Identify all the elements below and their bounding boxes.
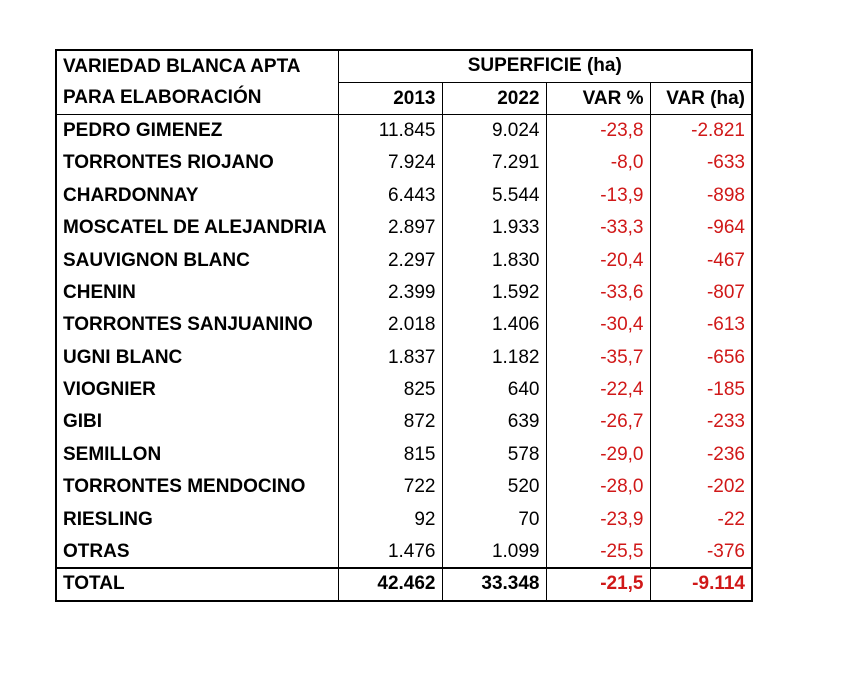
table-row	[56, 342, 752, 374]
variety-name: TORRONTES SANJUANINO	[56, 309, 338, 341]
value-2022: 640	[442, 374, 546, 406]
value-2013: 1.837	[338, 342, 442, 374]
table-row	[56, 503, 752, 535]
value-2013: 2.897	[338, 212, 442, 244]
table-row	[56, 244, 752, 276]
variety-name: TORRONTES MENDOCINO	[56, 471, 338, 503]
value-2022: 520	[442, 471, 546, 503]
value-2013: 2.399	[338, 277, 442, 309]
total-row	[56, 568, 752, 600]
header-row-2	[56, 82, 752, 114]
value-var-pct: -25,5	[546, 536, 650, 568]
value-2022: 7.291	[442, 147, 546, 179]
value-2013: 825	[338, 374, 442, 406]
table-row	[56, 212, 752, 244]
table-row	[56, 277, 752, 309]
value-2013: 11.845	[338, 115, 442, 147]
table-row	[56, 471, 752, 503]
table-row	[56, 374, 752, 406]
variety-name: UGNI BLANC	[56, 342, 338, 374]
variety-name: PEDRO GIMENEZ	[56, 115, 338, 147]
value-var-pct: -20,4	[546, 244, 650, 276]
col-header-2013: 2013	[338, 82, 442, 114]
table-row	[56, 536, 752, 568]
value-var-ha: -656	[650, 342, 752, 374]
variety-name: GIBI	[56, 406, 338, 438]
table-row	[56, 439, 752, 471]
total-var-ha: -9.114	[650, 568, 752, 600]
value-2013: 722	[338, 471, 442, 503]
value-2013: 2.018	[338, 309, 442, 341]
value-var-ha: -613	[650, 309, 752, 341]
value-var-pct: -13,9	[546, 180, 650, 212]
value-2013: 2.297	[338, 244, 442, 276]
col-header-2022: 2022	[442, 82, 546, 114]
value-var-ha: -898	[650, 180, 752, 212]
table-row	[56, 309, 752, 341]
value-var-ha: -233	[650, 406, 752, 438]
value-2013: 7.924	[338, 147, 442, 179]
value-2022: 1.406	[442, 309, 546, 341]
value-var-pct: -23,9	[546, 503, 650, 535]
table-row	[56, 180, 752, 212]
value-var-ha: -807	[650, 277, 752, 309]
superficie-table	[55, 49, 753, 602]
value-var-pct: -22,4	[546, 374, 650, 406]
variety-name: TORRONTES RIOJANO	[56, 147, 338, 179]
value-var-ha: -633	[650, 147, 752, 179]
value-2013: 1.476	[338, 536, 442, 568]
value-2022: 1.182	[442, 342, 546, 374]
variety-name: OTRAS	[56, 536, 338, 568]
total-var-pct: -21,5	[546, 568, 650, 600]
value-var-pct: -23,8	[546, 115, 650, 147]
total-label: TOTAL	[56, 568, 338, 600]
table-row	[56, 115, 752, 147]
table-header	[56, 50, 752, 115]
value-2022: 1.592	[442, 277, 546, 309]
value-var-pct: -26,7	[546, 406, 650, 438]
value-var-ha: -202	[650, 471, 752, 503]
variety-name: RIESLING	[56, 503, 338, 535]
value-2022: 578	[442, 439, 546, 471]
value-var-pct: -8,0	[546, 147, 650, 179]
variety-name: CHARDONNAY	[56, 180, 338, 212]
value-2022: 1.099	[442, 536, 546, 568]
variety-name: CHENIN	[56, 277, 338, 309]
value-var-pct: -29,0	[546, 439, 650, 471]
value-2022: 5.544	[442, 180, 546, 212]
value-2013: 6.443	[338, 180, 442, 212]
variety-name: SAUVIGNON BLANC	[56, 244, 338, 276]
superficie-group-header: SUPERFICIE (ha)	[338, 50, 752, 82]
value-2022: 1.830	[442, 244, 546, 276]
value-2013: 92	[338, 503, 442, 535]
value-var-pct: -28,0	[546, 471, 650, 503]
variety-header-line2: PARA ELABORACIÓN	[56, 82, 338, 114]
value-2022: 639	[442, 406, 546, 438]
header-row-1	[56, 50, 752, 82]
value-var-ha: -185	[650, 374, 752, 406]
value-var-ha: -964	[650, 212, 752, 244]
variety-name: MOSCATEL DE ALEJANDRIA	[56, 212, 338, 244]
col-header-var-pct: VAR %	[546, 82, 650, 114]
value-var-ha: -376	[650, 536, 752, 568]
table-row	[56, 147, 752, 179]
value-var-pct: -33,6	[546, 277, 650, 309]
value-2022: 9.024	[442, 115, 546, 147]
variety-header-line1: VARIEDAD BLANCA APTA	[56, 50, 338, 82]
value-var-ha: -22	[650, 503, 752, 535]
value-var-pct: -30,4	[546, 309, 650, 341]
value-var-pct: -33,3	[546, 212, 650, 244]
table-row	[56, 406, 752, 438]
value-var-ha: -2.821	[650, 115, 752, 147]
total-2013: 42.462	[338, 568, 442, 600]
variety-name: VIOGNIER	[56, 374, 338, 406]
value-var-ha: -236	[650, 439, 752, 471]
value-2022: 70	[442, 503, 546, 535]
value-2013: 815	[338, 439, 442, 471]
total-2022: 33.348	[442, 568, 546, 600]
value-var-pct: -35,7	[546, 342, 650, 374]
col-header-var-ha: VAR (ha)	[650, 82, 752, 114]
variety-name: SEMILLON	[56, 439, 338, 471]
value-2013: 872	[338, 406, 442, 438]
value-2022: 1.933	[442, 212, 546, 244]
value-var-ha: -467	[650, 244, 752, 276]
table-body	[56, 115, 752, 568]
